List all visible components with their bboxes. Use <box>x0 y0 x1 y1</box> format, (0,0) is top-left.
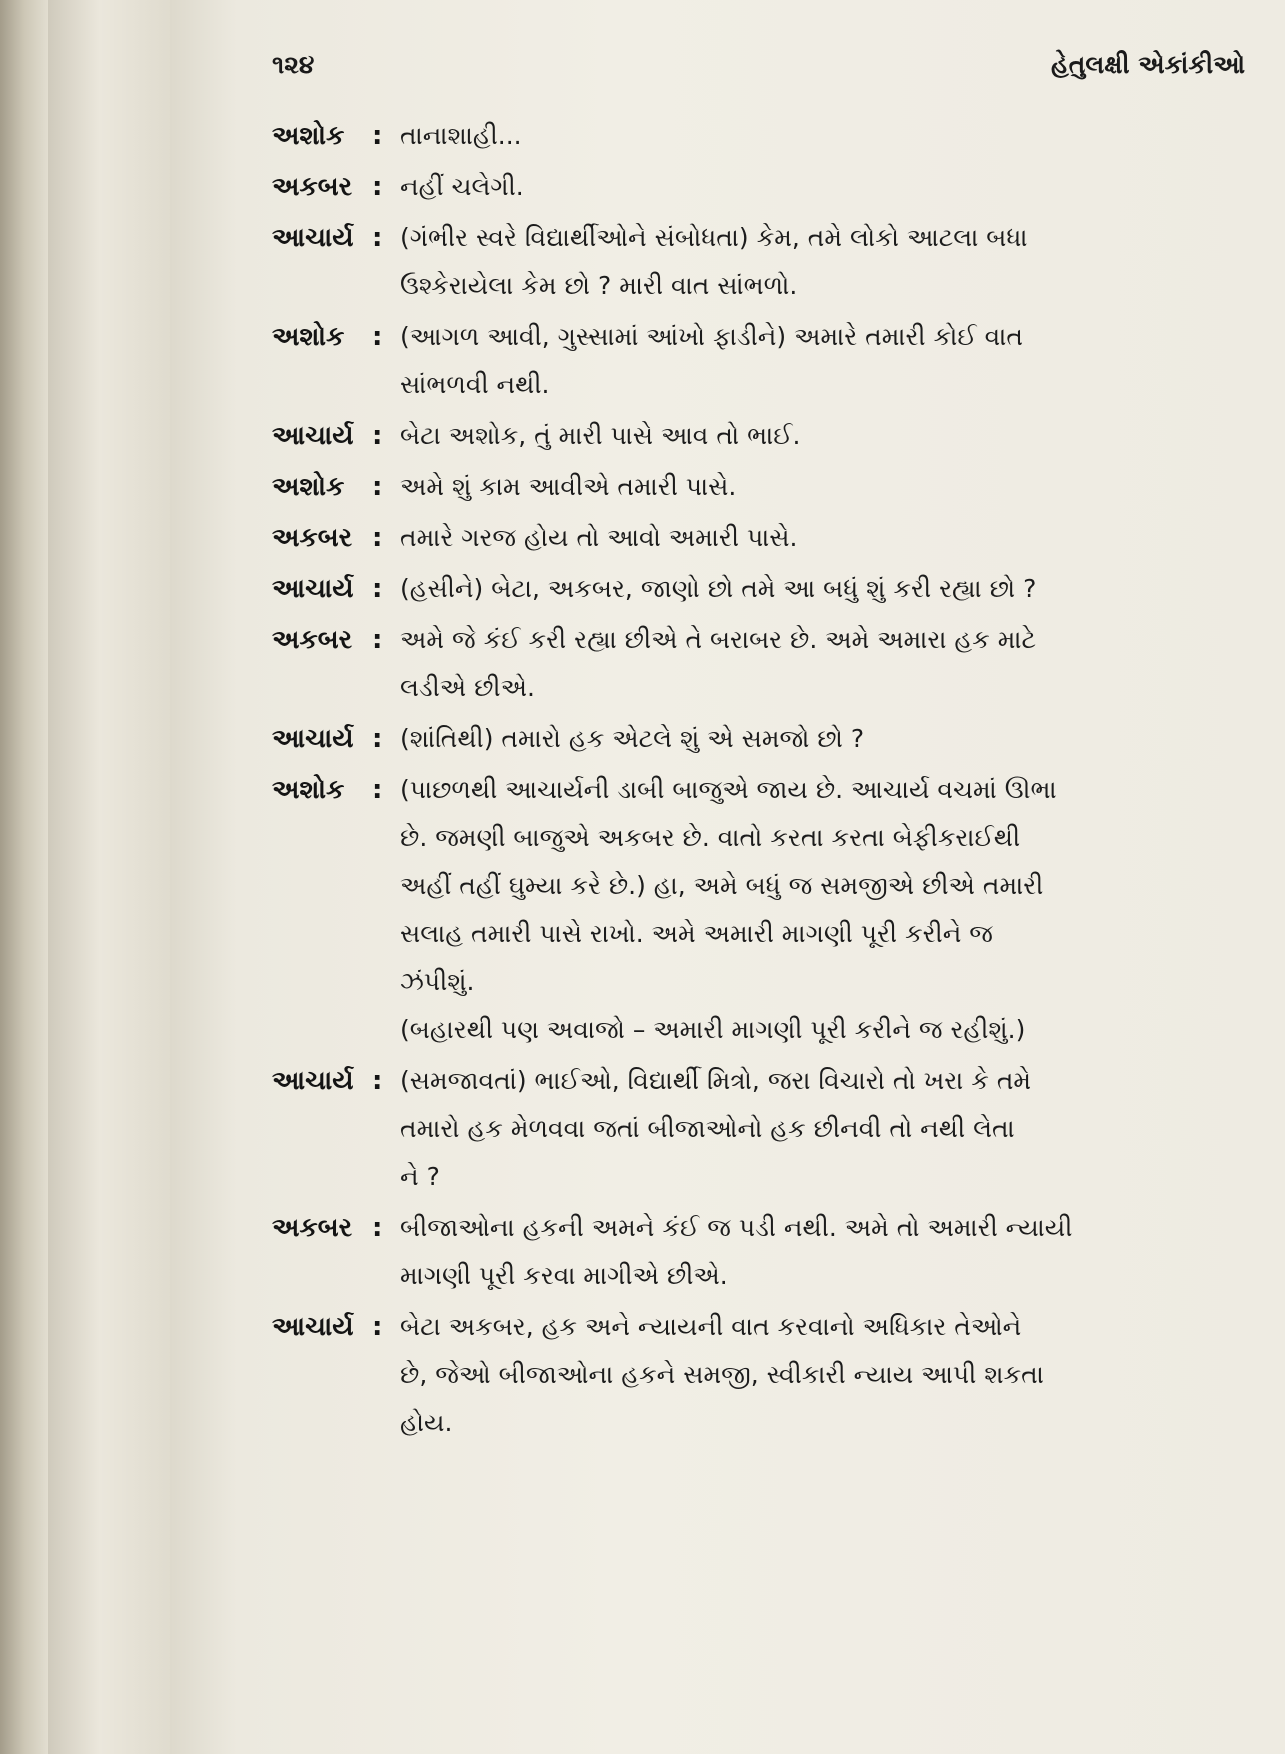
speech-line: છે, જેઓ બીજાઓના હકને સમજી, સ્વીકારી ન્યાય આપી શકતા <box>400 1360 1044 1389</box>
speaker-colon: : <box>372 574 383 604</box>
speech-text <box>400 1204 1247 1300</box>
speech-line: લડીએ છીએ. <box>400 673 535 702</box>
speaker-name: અકબર <box>272 523 353 553</box>
speech-line: તાનાશાહી... <box>400 121 522 150</box>
dialogue-entry <box>272 715 1247 763</box>
book-title: હેતુલક્ષી એકાંકીઓ <box>1050 50 1245 79</box>
speech-line: (પાછળથી આચાર્યની ડાબી બાજુએ જાય છે. આચાર્ય વચમાં ઊભા <box>400 775 1057 804</box>
speaker-name: અશોક <box>272 775 345 805</box>
dialogue-entry <box>272 1057 1247 1201</box>
speech-text <box>400 766 1247 1054</box>
speaker-colon: : <box>372 775 383 805</box>
speech-text <box>400 1057 1247 1201</box>
speech-line: (શાંતિથી) તમારો હક એટલે શું એ સમજો છો ? <box>400 724 865 753</box>
dialogue-entry <box>272 412 1247 460</box>
speech-line: સાંભળવી નથી. <box>400 370 550 399</box>
dialogue-entry <box>272 163 1247 211</box>
speaker-colon: : <box>372 121 383 151</box>
dialogue-entry <box>272 565 1247 613</box>
speaker-colon: : <box>372 625 383 655</box>
speech-line: તમારો હક મેળવવા જતાં બીજાઓનો હક છીનવી તો નથી લેતા <box>400 1114 1015 1143</box>
dialogue-entry <box>272 112 1247 160</box>
speaker-colon: : <box>372 523 383 553</box>
speech-text <box>400 616 1247 712</box>
speaker-name: આચાર્ય <box>272 1312 354 1342</box>
dialogue-entry <box>272 514 1247 562</box>
speaker-name: આચાર્ય <box>272 421 354 451</box>
speech-text <box>400 214 1247 310</box>
speaker-name: આચાર્ય <box>272 724 354 754</box>
speech-text <box>400 313 1247 409</box>
speaker-name: અશોક <box>272 472 345 502</box>
speaker-colon: : <box>372 1312 383 1342</box>
speech-line: માગણી પૂરી કરવા માગીએ છીએ. <box>400 1261 728 1290</box>
speaker-colon: : <box>372 472 383 502</box>
speaker-name: અશોક <box>272 121 345 151</box>
speech-line: અમે જે કંઈ કરી રહ્યા છીએ તે બરાબર છે. અમે અમારા હક માટે <box>400 625 1037 654</box>
dialogue-entry <box>272 313 1247 409</box>
speech-text <box>400 112 1247 160</box>
speech-text <box>400 1303 1247 1447</box>
speech-line: અહીં તહીં ઘુમ્યા કરે છે.) હા, અમે બધું જ સમજીએ છીએ તમારી <box>400 871 1044 900</box>
speaker-colon: : <box>372 1213 383 1243</box>
dialogue-entry <box>272 616 1247 712</box>
speech-line: અમે શું કામ આવીએ તમારી પાસે. <box>400 472 737 501</box>
speaker-name: આચાર્ય <box>272 223 354 253</box>
speech-line: તમારે ગરજ હોય તો આવો અમારી પાસે. <box>400 523 798 552</box>
page-edges <box>48 0 178 1754</box>
dialogue-body <box>272 112 1247 1450</box>
speaker-colon: : <box>372 172 383 202</box>
speaker-colon: : <box>372 421 383 451</box>
speech-line: બેટા અશોક, તું મારી પાસે આવ તો ભાઈ. <box>400 421 801 450</box>
dialogue-entry <box>272 1303 1247 1447</box>
speaker-name: અકબર <box>272 1213 353 1243</box>
speaker-name: અકબર <box>272 625 353 655</box>
speech-line: (હસીને) બેટા, અકબર, જાણો છો તમે આ બધું શું કરી રહ્યા છો ? <box>400 574 1037 603</box>
speech-line: હોય. <box>400 1408 453 1437</box>
speech-line: ઉશ્કેરાયેલા કેમ છો ? મારી વાત સાંભળો. <box>400 271 798 300</box>
speaker-name: આચાર્ય <box>272 1066 354 1096</box>
speech-line: બેટા અકબર, હક અને ન્યાયની વાત કરવાનો અધિકાર તેઓને <box>400 1312 1022 1341</box>
speaker-colon: : <box>372 223 383 253</box>
speech-text <box>400 715 1247 763</box>
speaker-name: અશોક <box>272 322 345 352</box>
page-number: ૧૨૪ <box>272 50 315 79</box>
speech-line: (બહારથી પણ અવાજો – અમારી માગણી પૂરી કરીને જ રહીશું.) <box>400 1015 1026 1044</box>
speaker-colon: : <box>372 724 383 754</box>
dialogue-entry <box>272 463 1247 511</box>
speech-text <box>400 412 1247 460</box>
speaker-colon: : <box>372 1066 383 1096</box>
speech-text <box>400 163 1247 211</box>
speech-line: (ગંભીર સ્વરે વિદ્યાર્થીઓને સંબોધતા) કેમ, તમે લોકો આટલા બધા <box>400 223 1028 252</box>
speaker-name: આચાર્ય <box>272 574 354 604</box>
speech-text <box>400 565 1247 613</box>
speech-text <box>400 514 1247 562</box>
speech-text <box>400 463 1247 511</box>
speech-line: (સમજાવતાં) ભાઈઓ, વિદ્યાર્થી મિત્રો, જરા વિચારો તો ખરા કે તમે <box>400 1066 1032 1095</box>
speech-line: સલાહ તમારી પાસે રાખો. અમે અમારી માગણી પૂરી કરીને જ <box>400 919 993 948</box>
speaker-colon: : <box>372 322 383 352</box>
speech-line: ઝંપીશું. <box>400 967 475 996</box>
speaker-name: અકબર <box>272 172 353 202</box>
speech-line: નહીં ચલેગી. <box>400 172 524 201</box>
speech-line: બીજાઓના હકની અમને કંઈ જ પડી નથી. અમે તો અમારી ન્યાયી <box>400 1213 1073 1242</box>
dialogue-entry <box>272 1204 1247 1300</box>
speech-line: છે. જમણી બાજુએ અકબર છે. વાતો કરતા કરતા બેફીકરાઈથી <box>400 823 1021 852</box>
speech-line: ને ? <box>400 1162 440 1191</box>
dialogue-entry <box>272 214 1247 310</box>
dialogue-entry <box>272 766 1247 1054</box>
speech-line: (આગળ આવી, ગુસ્સામાં આંખો ફાડીને) અમારે તમારી કોઈ વાત <box>400 322 1023 351</box>
running-header <box>272 50 1245 90</box>
